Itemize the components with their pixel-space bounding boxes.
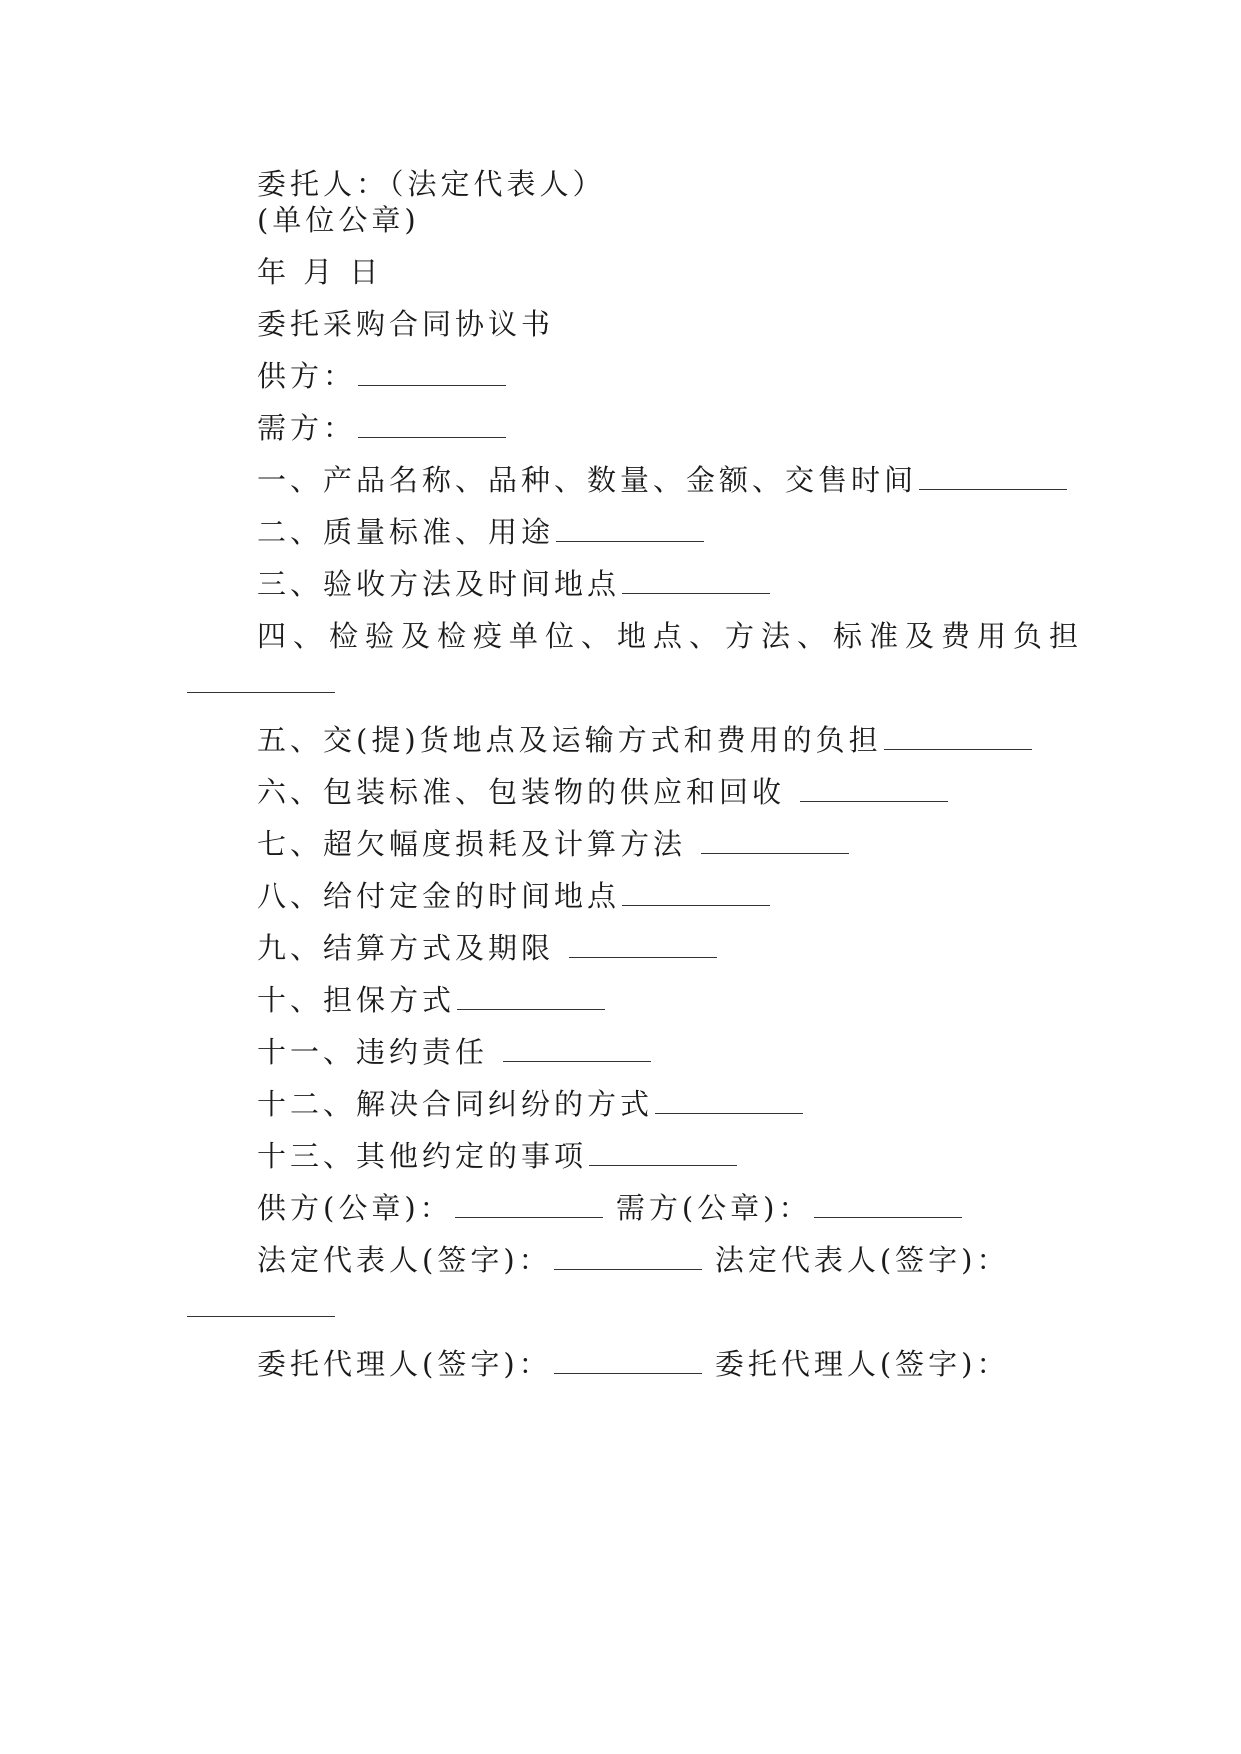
date-text: 年 月 日 bbox=[257, 255, 383, 289]
buyer-seal-label: 需方(公章)： bbox=[602, 1191, 812, 1225]
clause-2 bbox=[257, 512, 704, 552]
clause-4-text: 四、检验及检疫单位、地点、方法、标准及费用负担 bbox=[257, 619, 1086, 653]
buyer-line bbox=[257, 408, 506, 448]
clause-13-blank[interactable] bbox=[589, 1139, 737, 1166]
clause-12 bbox=[257, 1084, 803, 1124]
clause-2-text: 二、质量标准、用途 bbox=[257, 515, 555, 549]
clause-8 bbox=[257, 876, 770, 916]
clause-12-text: 十二、解决合同纠纷的方式 bbox=[257, 1087, 654, 1121]
buyer-agent-label: 委托代理人(签字)： bbox=[701, 1347, 1010, 1381]
supplier-legal-rep-blank[interactable] bbox=[554, 1243, 702, 1270]
buyer-blank[interactable] bbox=[358, 411, 506, 438]
clause-9-text: 九、结算方式及期限 bbox=[257, 931, 568, 965]
seal-line bbox=[257, 200, 420, 240]
supplier-line bbox=[257, 356, 506, 396]
clause-11 bbox=[257, 1032, 651, 1072]
buyer-legal-rep-label: 法定代表人(签字)： bbox=[701, 1243, 1010, 1277]
client-line bbox=[257, 164, 606, 204]
clause-3 bbox=[257, 564, 770, 604]
clause-12-blank[interactable] bbox=[655, 1087, 803, 1114]
seal-text: (单位公章) bbox=[257, 203, 420, 237]
clause-5-blank[interactable] bbox=[884, 723, 1032, 750]
clause-10-text: 十、担保方式 bbox=[257, 983, 456, 1017]
buyer-label: 需方： bbox=[257, 411, 357, 445]
legal-rep-line bbox=[257, 1240, 1010, 1280]
supplier-agent-blank[interactable] bbox=[554, 1347, 702, 1374]
seal-signature-line bbox=[257, 1188, 962, 1228]
supplier-seal-blank[interactable] bbox=[455, 1191, 603, 1218]
clause-4 bbox=[257, 616, 1085, 656]
clause-3-text: 三、验收方法及时间地点 bbox=[257, 567, 621, 601]
clause-10-blank[interactable] bbox=[457, 983, 605, 1010]
clause-9 bbox=[257, 928, 717, 968]
clause-2-blank[interactable] bbox=[556, 515, 704, 542]
clause-7-text: 七、超欠幅度损耗及计算方法 bbox=[257, 827, 700, 861]
clause-10 bbox=[257, 980, 605, 1020]
clause-13 bbox=[257, 1136, 737, 1176]
clause-7-blank[interactable] bbox=[701, 827, 849, 854]
clause-6 bbox=[257, 772, 948, 812]
supplier-agent-label: 委托代理人(签字)： bbox=[257, 1347, 552, 1381]
clause-5 bbox=[257, 720, 1032, 760]
buyer-legal-rep-blank[interactable] bbox=[187, 1316, 335, 1317]
supplier-label: 供方： bbox=[257, 359, 357, 393]
clause-11-blank[interactable] bbox=[503, 1035, 651, 1062]
clause-9-blank[interactable] bbox=[569, 931, 717, 958]
agent-line bbox=[257, 1344, 1010, 1384]
client-text: 委托人：（法定代表人） bbox=[257, 167, 606, 201]
clause-6-blank[interactable] bbox=[800, 775, 948, 802]
document-title bbox=[257, 304, 554, 344]
supplier-seal-label: 供方(公章)： bbox=[257, 1191, 453, 1225]
clause-1 bbox=[257, 460, 1067, 500]
supplier-blank[interactable] bbox=[358, 359, 506, 386]
clause-8-text: 八、给付定金的时间地点 bbox=[257, 879, 621, 913]
clause-8-blank[interactable] bbox=[622, 879, 770, 906]
clause-11-text: 十一、违约责任 bbox=[257, 1035, 502, 1069]
clause-13-text: 十三、其他约定的事项 bbox=[257, 1139, 588, 1173]
date-line bbox=[257, 252, 382, 292]
clause-1-blank[interactable] bbox=[919, 463, 1067, 490]
clause-6-text: 六、包装标准、包装物的供应和回收 bbox=[257, 775, 799, 809]
title-text: 委托采购合同协议书 bbox=[257, 307, 555, 341]
clause-4-blank[interactable] bbox=[187, 692, 335, 693]
supplier-legal-rep-label: 法定代表人(签字)： bbox=[257, 1243, 552, 1277]
clause-5-text: 五、交(提)货地点及运输方式和费用的负担 bbox=[257, 723, 882, 757]
buyer-seal-blank[interactable] bbox=[814, 1191, 962, 1218]
clause-1-text: 一、产品名称、品种、数量、金额、交售时间 bbox=[257, 463, 918, 497]
clause-7 bbox=[257, 824, 849, 864]
clause-3-blank[interactable] bbox=[622, 567, 770, 594]
